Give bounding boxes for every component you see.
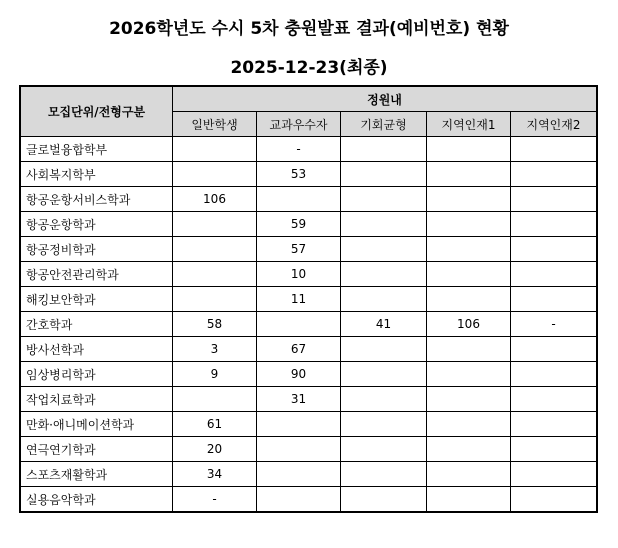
waitlist-number-cell	[341, 162, 427, 187]
waitlist-number-cell	[341, 237, 427, 262]
waitlist-number-cell	[511, 437, 597, 462]
waitlist-number-cell	[341, 187, 427, 212]
waitlist-number-cell	[427, 412, 511, 437]
department-name: 항공안전관리학과	[21, 262, 173, 287]
waitlist-number-cell	[511, 187, 597, 212]
waitlist-number-cell	[257, 462, 341, 487]
department-name: 스포츠재활학과	[21, 462, 173, 487]
header-group: 정원내	[173, 87, 597, 112]
waitlist-number-cell	[341, 212, 427, 237]
waitlist-number-cell	[427, 337, 511, 362]
waitlist-number-cell: 34	[173, 462, 257, 487]
page-title: 2026학년도 수시 5차 충원발표 결과(예비번호) 현황	[109, 19, 509, 39]
waitlist-number-cell: 11	[257, 287, 341, 312]
department-name: 작업치료학과	[21, 387, 173, 412]
table-row	[21, 162, 597, 187]
waitlist-number-cell	[511, 387, 597, 412]
waitlist-number-cell	[427, 187, 511, 212]
department-name: 항공정비학과	[21, 237, 173, 262]
waitlist-number-cell	[427, 212, 511, 237]
waitlist-number-cell	[341, 437, 427, 462]
waitlist-number-cell	[511, 362, 597, 387]
table-row	[21, 362, 597, 387]
table-row	[21, 412, 597, 437]
waitlist-number-cell	[511, 212, 597, 237]
waitlist-number-cell	[173, 162, 257, 187]
department-name: 방사선학과	[21, 337, 173, 362]
waitlist-number-cell	[511, 237, 597, 262]
department-name: 만화·애니메이션학과	[21, 412, 173, 437]
header-unit: 모집단위/전형구분	[21, 87, 173, 137]
table-row	[21, 187, 597, 212]
waitlist-number-cell	[341, 387, 427, 412]
waitlist-number-cell: 61	[173, 412, 257, 437]
waitlist-number-cell: 67	[257, 337, 341, 362]
waitlist-number-cell	[427, 487, 511, 512]
waitlist-number-cell	[341, 287, 427, 312]
waitlist-number-cell: 90	[257, 362, 341, 387]
table-row	[21, 237, 597, 262]
waitlist-number-cell	[511, 287, 597, 312]
waitlist-number-cell: 31	[257, 387, 341, 412]
waitlist-number-cell	[341, 137, 427, 162]
waitlist-number-cell	[173, 212, 257, 237]
department-name: 임상병리학과	[21, 362, 173, 387]
waitlist-number-cell: 41	[341, 312, 427, 337]
table-row	[21, 387, 597, 412]
waitlist-number-cell	[173, 237, 257, 262]
table-row	[21, 487, 597, 512]
waitlist-number-cell	[427, 362, 511, 387]
waitlist-number-cell: 20	[173, 437, 257, 462]
waitlist-number-cell	[427, 262, 511, 287]
header-column: 일반학생	[173, 112, 257, 137]
waitlist-number-cell: 59	[257, 212, 341, 237]
waitlist-table	[20, 86, 597, 512]
waitlist-number-cell	[257, 412, 341, 437]
waitlist-number-cell	[511, 487, 597, 512]
department-name: 해킹보안학과	[21, 287, 173, 312]
waitlist-number-cell: 58	[173, 312, 257, 337]
waitlist-number-cell	[341, 412, 427, 437]
table-row	[21, 337, 597, 362]
waitlist-number-cell: 57	[257, 237, 341, 262]
header-column: 지역인재2	[511, 112, 597, 137]
waitlist-number-cell	[427, 162, 511, 187]
table-row	[21, 212, 597, 237]
waitlist-number-cell	[257, 312, 341, 337]
waitlist-number-cell	[341, 462, 427, 487]
waitlist-number-cell	[511, 162, 597, 187]
waitlist-number-cell	[341, 487, 427, 512]
waitlist-number-cell	[427, 437, 511, 462]
page-subtitle-date: 2025-12-23(최종)	[230, 58, 388, 78]
waitlist-number-cell: 10	[257, 262, 341, 287]
waitlist-number-cell	[173, 262, 257, 287]
waitlist-number-cell	[511, 462, 597, 487]
header-column: 교과우수자	[257, 112, 341, 137]
waitlist-number-cell: 9	[173, 362, 257, 387]
department-name: 항공운항서비스학과	[21, 187, 173, 212]
table-row	[21, 262, 597, 287]
table-row	[21, 137, 597, 162]
department-name: 사회복지학부	[21, 162, 173, 187]
waitlist-number-cell: -	[173, 487, 257, 512]
waitlist-number-cell: -	[511, 312, 597, 337]
waitlist-number-cell	[257, 487, 341, 512]
waitlist-number-cell	[427, 462, 511, 487]
waitlist-number-cell	[511, 412, 597, 437]
waitlist-number-cell	[427, 137, 511, 162]
waitlist-number-cell: 106	[173, 187, 257, 212]
waitlist-number-cell	[173, 137, 257, 162]
department-name: 실용음악학과	[21, 487, 173, 512]
waitlist-number-cell: -	[257, 137, 341, 162]
department-name: 항공운항학과	[21, 212, 173, 237]
waitlist-number-cell	[341, 337, 427, 362]
waitlist-number-cell: 53	[257, 162, 341, 187]
table-row	[21, 287, 597, 312]
waitlist-number-cell	[341, 362, 427, 387]
waitlist-number-cell	[173, 387, 257, 412]
waitlist-number-cell	[341, 262, 427, 287]
waitlist-number-cell	[511, 137, 597, 162]
table-row	[21, 462, 597, 487]
department-name: 간호학과	[21, 312, 173, 337]
waitlist-number-cell	[257, 437, 341, 462]
header-column: 기회균형	[341, 112, 427, 137]
waitlist-number-cell: 106	[427, 312, 511, 337]
waitlist-number-cell	[511, 337, 597, 362]
waitlist-number-cell	[257, 187, 341, 212]
table-row	[21, 312, 597, 337]
department-name: 연극연기학과	[21, 437, 173, 462]
waitlist-number-cell: 3	[173, 337, 257, 362]
table-row	[21, 437, 597, 462]
waitlist-number-cell	[427, 287, 511, 312]
waitlist-number-cell	[511, 262, 597, 287]
header-column: 지역인재1	[427, 112, 511, 137]
waitlist-number-cell	[427, 387, 511, 412]
waitlist-number-cell	[173, 287, 257, 312]
department-name: 글로벌융합학부	[21, 137, 173, 162]
waitlist-number-cell	[427, 237, 511, 262]
